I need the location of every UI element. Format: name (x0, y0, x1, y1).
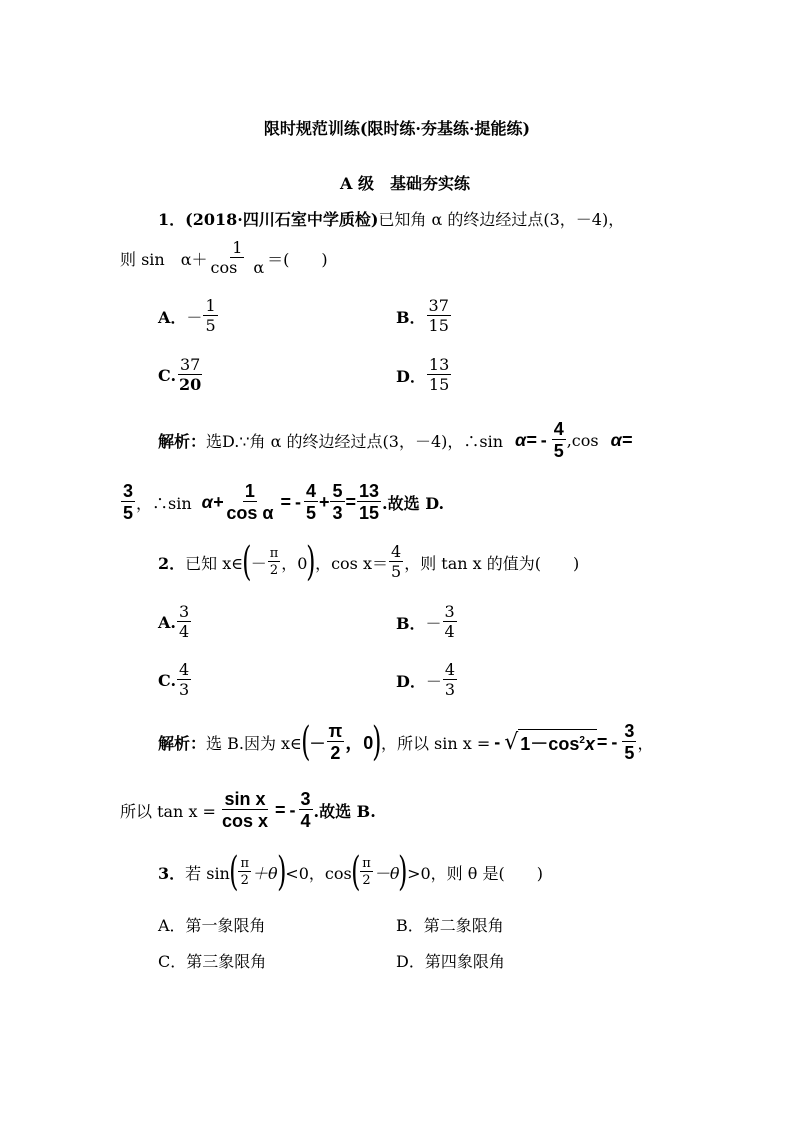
sqrt-text: 1－cos (520, 733, 580, 754)
interval-end: ，0 (281, 553, 308, 573)
left-paren: ( (301, 719, 311, 765)
question-text: 已知 x∈ (185, 553, 244, 573)
question-text: ，则 tan x 的值为( ) (404, 553, 580, 573)
question-3-stem (158, 849, 543, 895)
fraction-numerator: 13 (428, 355, 450, 374)
option-b (396, 604, 458, 640)
option-label: B． (396, 307, 426, 327)
fraction-denominator: 3 (332, 503, 343, 523)
fraction-denominator: 4 (444, 622, 455, 641)
fraction-numerator: 3 (123, 481, 134, 501)
fraction-denominator: 5 (123, 503, 134, 523)
fraction-denominator: 5 (205, 316, 216, 335)
fraction (330, 482, 344, 522)
plus-sign: + (318, 491, 330, 512)
option-value (177, 662, 191, 698)
minus-sign: - (494, 731, 501, 752)
fraction-denominator: 5 (553, 441, 564, 461)
interval-end: ，0 (345, 733, 374, 753)
fraction-denominator: cos α (226, 503, 274, 523)
option-label: D． (396, 366, 426, 386)
minus-sign: － (186, 307, 203, 327)
expression-tail: －θ (373, 863, 400, 883)
fraction (304, 482, 318, 522)
fraction (268, 547, 281, 577)
question-text: 已知角 α 的终边经过点(3，－4)， (378, 210, 625, 229)
option-value (177, 604, 191, 640)
fraction-denominator: 2 (330, 743, 341, 763)
question-text: >0，则 θ 是( ) (407, 863, 543, 883)
fraction-denominator: 15 (428, 316, 449, 335)
fraction (220, 790, 270, 830)
fraction-numerator: 3 (300, 789, 311, 809)
solution-text: α= (610, 429, 633, 450)
sqrt-sign: √ (504, 729, 519, 755)
option-c (158, 662, 192, 698)
question-number: 3． (158, 863, 186, 883)
option-label: D． (396, 671, 426, 691)
solution-text: ，∴sin (136, 493, 192, 513)
fraction-numerator: 1 (232, 238, 243, 257)
sqrt-content (518, 729, 597, 756)
fraction (209, 240, 267, 276)
fraction-denominator: 5 (624, 743, 635, 763)
option-label: A. (158, 612, 176, 632)
option-a: A．第一象限角 (158, 916, 266, 935)
minus-sign: - (540, 429, 547, 450)
minus-sign: - (294, 491, 301, 512)
fraction-denominator: 5 (305, 503, 316, 523)
question-2-stem (158, 539, 580, 585)
option-label: B． (396, 613, 426, 633)
fraction-numerator: sin x (224, 789, 266, 809)
fraction-denominator: cos x (221, 811, 268, 831)
minus-sign: － (250, 553, 267, 573)
fraction (299, 790, 313, 830)
option-label: C. (158, 365, 177, 385)
fraction (224, 482, 275, 522)
fraction-numerator: π (269, 546, 279, 561)
solution-text: 选 B.因为 x∈ (206, 733, 302, 753)
fraction-denominator: 4 (178, 622, 190, 641)
equals-sign: = (345, 491, 357, 512)
option-b: B．第二象限角 (396, 916, 504, 935)
minus-sign: － (309, 735, 326, 753)
option-value (427, 357, 451, 393)
fraction-numerator: 37 (179, 355, 201, 374)
fraction-denominator: 4 (300, 811, 311, 831)
solution-1-line-1 (158, 420, 632, 460)
fraction-denominator: 15 (359, 503, 380, 523)
page-title: 限时规范训练(限时练·夯基练·提能练) (263, 119, 531, 138)
solution-2-line-1 (158, 719, 654, 765)
expr-prefix: 则 sin α＋ (120, 249, 208, 269)
fraction-numerator: 13 (359, 481, 380, 501)
fraction (622, 722, 636, 762)
option-d: D．第四象限角 (396, 952, 505, 971)
fraction-numerator: 3 (178, 602, 190, 621)
option-d (396, 662, 458, 698)
fraction-numerator: π (362, 856, 371, 871)
fraction-numerator: 1 (244, 481, 255, 501)
fraction-numerator: 3 (624, 721, 635, 741)
left-paren: ( (350, 849, 361, 895)
fraction-numerator: 4 (444, 660, 456, 679)
variable: x (584, 733, 595, 754)
question-1-expression (120, 240, 328, 276)
fraction-numerator: 1 (205, 296, 216, 315)
solution-text: .故选 B. (313, 801, 376, 821)
section-heading: A 级 基础夯实练 (340, 174, 470, 193)
right-paren: ) (372, 719, 382, 765)
fraction-numerator: 3 (444, 602, 455, 621)
solution-text: α+ (201, 491, 224, 512)
solution-text: 选D.∵角 α 的终边经过点(3，－4)，∴sin (206, 431, 503, 451)
option-label: C. (158, 670, 177, 690)
fraction-numerator: π (240, 856, 250, 871)
option-a (158, 298, 219, 334)
fraction-numerator: 4 (305, 481, 316, 501)
equals-sign: = (275, 799, 286, 820)
solution-text: α= (515, 429, 537, 450)
question-number: 2． (158, 553, 186, 573)
option-c: C．第三象限角 (158, 952, 267, 971)
fraction-denominator: 15 (428, 375, 450, 394)
solution-text: 所以 tan x = (120, 801, 216, 821)
question-source: (2018·四川石室中学质检) (185, 210, 379, 229)
fraction-numerator: 4 (391, 542, 402, 561)
question-text: 若 sin (185, 863, 230, 883)
fraction (357, 482, 381, 522)
left-paren: ( (242, 539, 252, 585)
right-paren: ) (276, 849, 287, 895)
fraction-denominator: 2 (362, 873, 371, 888)
minus-sign: - (611, 731, 618, 752)
fraction-numerator: π (328, 721, 343, 741)
option-d (396, 357, 452, 393)
fraction-denominator: 2 (240, 873, 249, 888)
solution-text: ，所以 sin x = (380, 733, 491, 753)
fraction-denominator: cos α (210, 258, 265, 277)
option-value (203, 298, 217, 334)
exponent: 2 (579, 734, 585, 746)
option-value (427, 298, 451, 334)
minus-sign: － (425, 671, 442, 691)
equals-sign: = (596, 731, 608, 752)
fraction (389, 544, 403, 580)
left-paren: ( (228, 849, 239, 895)
fraction (552, 420, 566, 460)
fraction-numerator: 37 (428, 296, 449, 315)
fraction-denominator: 3 (444, 680, 456, 699)
question-number: 1． (158, 210, 186, 229)
fraction-numerator: 4 (553, 419, 564, 439)
fraction-denominator: 5 (391, 562, 402, 581)
expression-tail: ＋θ (252, 863, 278, 883)
fraction-denominator: 3 (179, 680, 190, 699)
minus-sign: － (425, 613, 442, 633)
question-1-stem (158, 207, 624, 230)
fraction-denominator: 20 (179, 375, 202, 394)
fraction-numerator: 4 (179, 660, 190, 679)
solution-label: 解析： (158, 733, 207, 753)
solution-label: 解析： (158, 431, 207, 451)
option-label: A． (158, 307, 187, 327)
right-paren: ) (306, 539, 316, 585)
option-value (443, 662, 457, 698)
expr-suffix: ＝( ) (267, 249, 328, 269)
fraction-numerator: 5 (332, 481, 343, 501)
fraction (327, 722, 345, 762)
question-text: ，cos x＝ (315, 553, 388, 573)
fraction-denominator: 2 (269, 563, 279, 578)
solution-1-line-2 (120, 482, 444, 522)
option-a (158, 604, 192, 640)
option-c (158, 357, 204, 393)
minus-sign: - (289, 799, 296, 820)
question-text: <0，cos (285, 863, 352, 883)
option-b (396, 298, 452, 334)
option-value (177, 357, 203, 393)
solution-2-line-2 (120, 790, 376, 830)
right-paren: ) (398, 849, 408, 895)
fraction (238, 857, 251, 887)
solution-text: ,cos (566, 430, 599, 450)
fraction (360, 857, 373, 887)
solution-text: .故选 D. (382, 493, 445, 513)
solution-text: ， (637, 733, 654, 753)
fraction (121, 482, 135, 522)
option-value (443, 604, 457, 640)
equals-sign: = (280, 491, 291, 512)
